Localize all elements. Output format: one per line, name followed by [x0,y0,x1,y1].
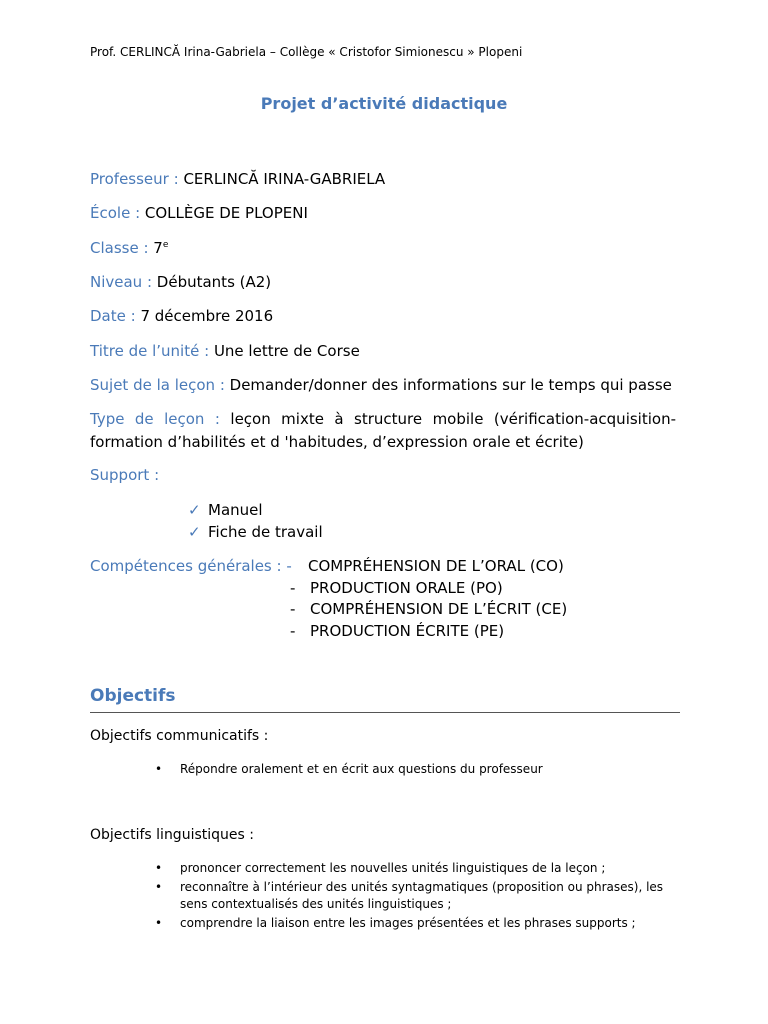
support-item-label: Manuel [208,501,263,519]
bullet-marker: • [155,880,163,894]
field-label: École : [90,204,141,222]
support-item [188,501,263,519]
field-label: Professeur : [90,170,179,188]
list-item [155,879,685,913]
field-type-lecon [90,408,676,454]
field-value: 7 [153,239,163,257]
field-label: Titre de l’unité : [90,342,210,360]
field-value-superscript: e [162,240,169,250]
field-value: Demander/donner des informations sur le temps qui passe [229,376,672,394]
field-ecole [90,204,308,222]
bullet-marker: • [155,762,163,776]
section-divider [90,712,680,713]
competence-item: COMPRÉHENSION DE L’ORAL (CO) [308,557,564,575]
subheading-communicatifs: Objectifs communicatifs : [90,728,269,744]
competence-item [290,622,504,640]
list-item-text: prononcer correctement les nouvelles unités linguistiques de la leçon ; [180,861,606,875]
list-item [155,915,636,932]
section-heading-objectifs: Objectifs [90,686,176,706]
competence-item [290,600,567,618]
list-item-text: Répondre oralement et en écrit aux questions du professeur [180,762,543,776]
field-label: Classe : [90,239,149,257]
bullet-marker: • [155,916,163,930]
competence-label: COMPRÉHENSION DE L’ÉCRIT (CE) [310,600,568,618]
field-niveau [90,273,271,291]
list-item [155,761,543,778]
list-item [155,860,605,877]
field-label: Date : [90,307,136,325]
field-sujet [90,376,672,394]
subheading-linguistiques: Objectifs linguistiques : [90,827,254,843]
dash-marker: - [290,600,296,618]
field-value: COLLÈGE DE PLOPENI [144,204,308,222]
field-support [90,466,159,484]
field-label: Niveau : [90,273,153,291]
field-label: Sujet de la leçon : [90,376,225,394]
support-item-label: Fiche de travail [208,523,323,541]
dash-marker: - [290,622,296,640]
field-value: leçon mixte à structure mobile (vérification-acquisition-formation d’habilités et d 'habitudes, d’expression orale et écrite) [90,410,676,451]
checkmark-icon: ✓ [188,501,201,519]
field-professeur [90,170,385,188]
document-title: Projet d’activité didactique [260,94,508,113]
competence-item [290,579,503,597]
field-label: Support : [90,466,160,484]
field-classe [90,239,168,257]
support-item [188,523,323,541]
field-value: Débutants (A2) [156,273,272,291]
list-item-text: reconnaître à l’intérieur des unités syntagmatiques (proposition ou phrases), les sens contextualisés des unités linguistiques ; [180,880,664,911]
field-label: Type de leçon : [90,410,220,428]
bullet-marker: • [155,861,163,875]
field-competences [90,557,292,575]
competence-label: PRODUCTION ÉCRITE (PE) [310,622,505,640]
field-value: 7 décembre 2016 [140,307,274,325]
field-value: Une lettre de Corse [213,342,360,360]
field-value: CERLINCĂ IRINA-GABRIELA [183,170,386,188]
checkmark-icon: ✓ [188,523,201,541]
competence-label: PRODUCTION ORALE (PO) [310,579,503,597]
list-item-text: comprendre la liaison entre les images présentées et les phrases supports ; [180,916,636,930]
dash-marker: - [290,579,296,597]
field-date [90,307,273,325]
field-titre-unite [90,342,360,360]
field-label: Compétences générales : - [90,557,292,575]
page-header: Prof. CERLINCĂ Irina-Gabriela – Collège « Cristofor Simionescu » Plopeni [90,45,523,59]
